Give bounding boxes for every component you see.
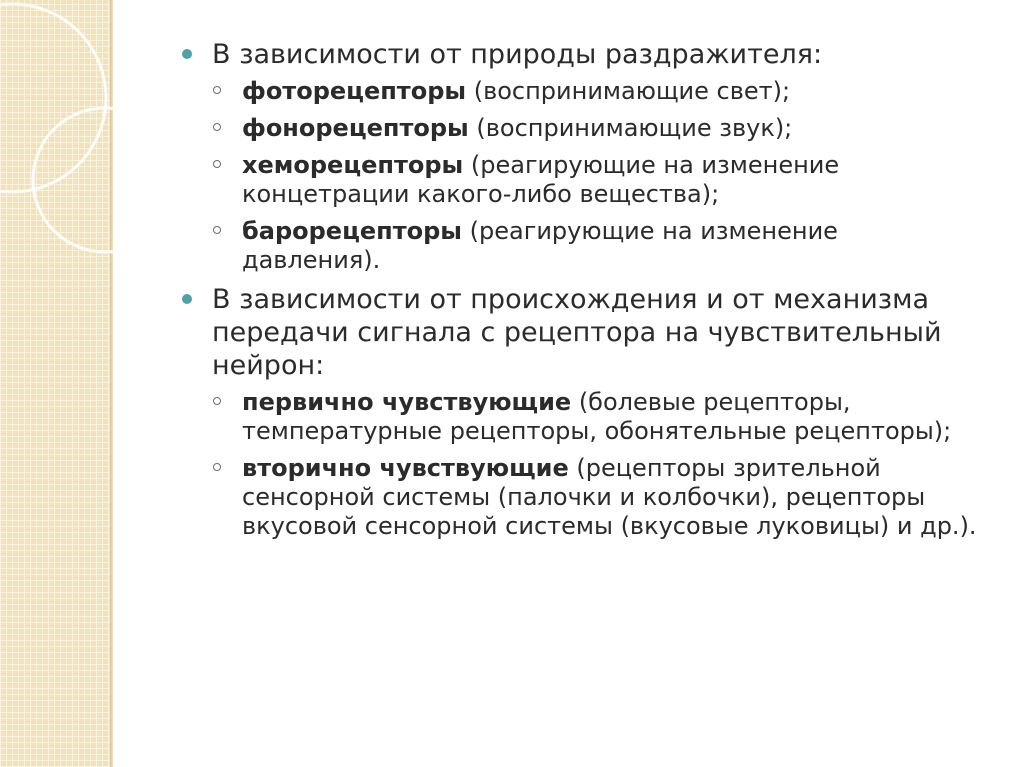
section-1 <box>182 38 982 71</box>
bullet-dot <box>182 49 192 59</box>
term: фонорецепторы <box>242 114 469 142</box>
term: фоторецепторы <box>242 77 467 105</box>
list-item <box>182 217 982 275</box>
section-2-text: В зависимости от происхождения и от механизма передачи сигнала с рецептора на чувствительный нейрон: <box>212 284 942 381</box>
term: первично чувствующие <box>242 388 572 416</box>
term-description: (воспринимающие звук); <box>468 114 793 142</box>
slide-content <box>182 38 982 549</box>
term-description: (воспринимающие свет); <box>466 77 791 105</box>
sub-bullet-circle <box>213 397 221 405</box>
term-description: (болевые рецепторы, температурные рецепторы, обонятельные рецепторы); <box>242 388 952 445</box>
sub-bullet-circle <box>213 226 221 234</box>
sub-bullet-circle <box>213 463 221 471</box>
list-item <box>182 77 982 106</box>
bullet-dot <box>182 294 192 304</box>
list-item <box>182 114 982 143</box>
term-description: (реагирующие на изменение концетрации какого-либо вещества); <box>242 151 840 208</box>
list-item <box>182 151 982 209</box>
sub-bullet-circle <box>213 160 221 168</box>
term: вторично чувствующие <box>242 454 569 482</box>
ring-top <box>0 4 106 192</box>
term-description: (реагирующие на изменение давления). <box>242 217 838 274</box>
section-1-text: В зависимости от природы раздражителя: <box>212 39 823 70</box>
term: хеморецепторы <box>242 151 464 179</box>
term: барорецепторы <box>242 217 463 245</box>
list-item <box>182 454 982 541</box>
sub-bullet-circle <box>213 86 221 94</box>
ring-bottom <box>33 108 177 252</box>
sub-bullet-circle <box>213 123 221 131</box>
list-item <box>182 388 982 446</box>
decorative-rings <box>0 0 200 300</box>
term-description: (рецепторы зрительной сенсорной системы (палочки и колбочки), рецепторы вкусовой сенсорной системы (вкусовые луковицы) и др.). <box>242 454 977 540</box>
section-2 <box>182 283 982 382</box>
